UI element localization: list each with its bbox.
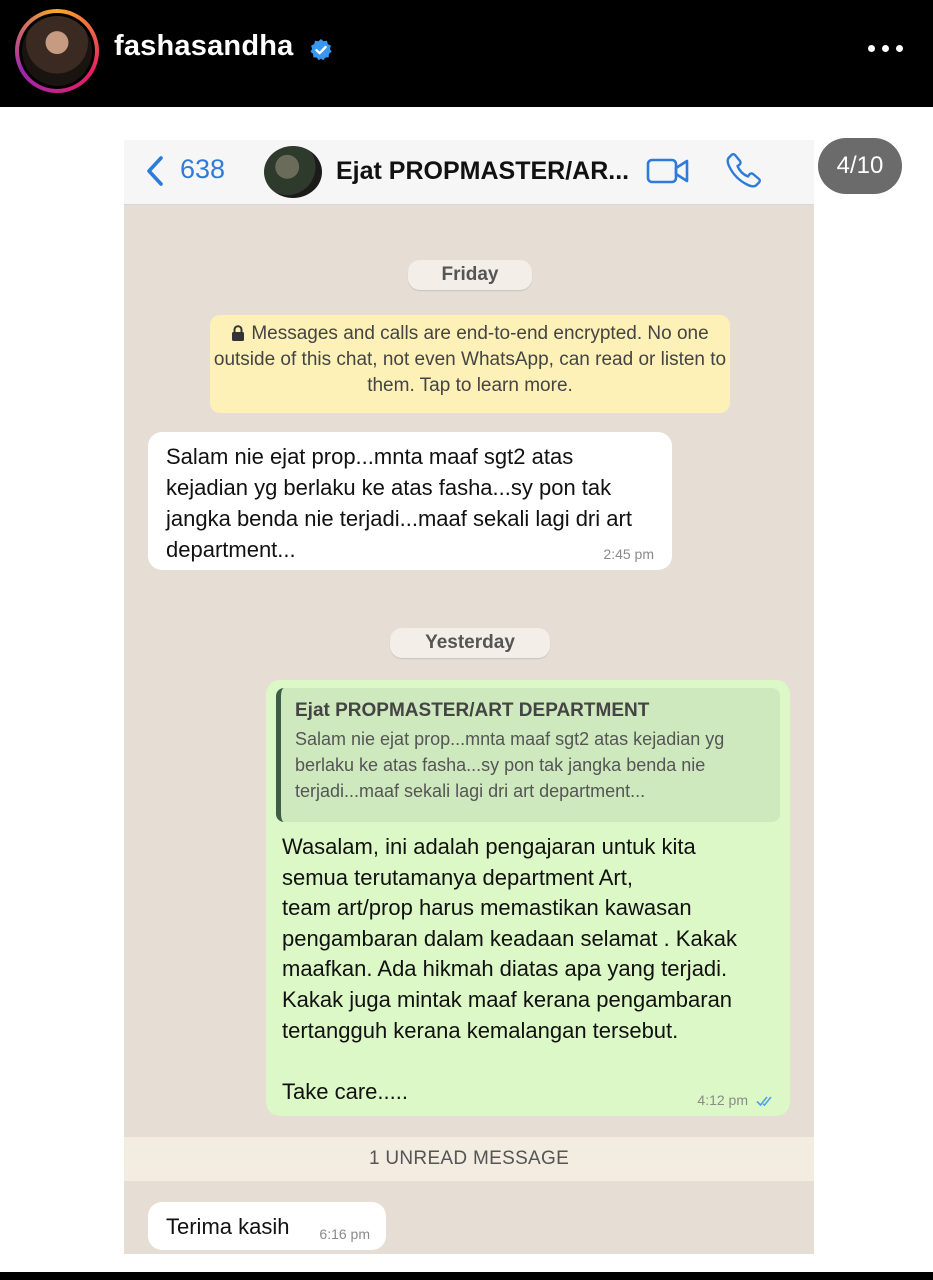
read-receipt-icon: [756, 1095, 776, 1107]
quoted-author: Ejat PROPMASTER/ART DEPARTMENT: [295, 700, 650, 721]
message-text: Terima kasih: [166, 1214, 290, 1239]
quoted-text: Salam nie ejat prop...mnta maaf sgt2 atas kejadian yg berlaku ke atas fasha...sy pon tak jangka benda nie terjadi...maaf sekali lagi dri art department...: [295, 729, 725, 801]
chat-header: [124, 140, 814, 205]
incoming-message[interactable]: [148, 1202, 386, 1250]
date-separator-friday: Friday: [408, 260, 532, 290]
message-time: 6:16 pm: [319, 1226, 370, 1242]
outgoing-message[interactable]: [266, 680, 790, 1116]
incoming-message[interactable]: [148, 432, 672, 570]
carousel-page-counter: 4/10: [818, 138, 902, 194]
chat-screenshot: [124, 140, 814, 1254]
contact-avatar[interactable]: [264, 146, 322, 198]
bottom-edge: [0, 1272, 933, 1280]
date-separator-yesterday: Yesterday: [390, 628, 550, 658]
message-text: Wasalam, ini adalah pengajaran untuk kita semua terutamanya department Art, team art/prop harus memastikan kawasan pengambaran dalam keadaan selamat . Kakak maafkan. Ada hikmah diatas apa yang terjadi. Kakak juga mintak maaf kerana pengambaran tertangguh kerana kemalangan tersebut. Take care.....: [282, 834, 737, 1104]
message-time: 2:45 pm: [603, 546, 654, 562]
encryption-notice-text: Messages and calls are end-to-end encrypted. No one outside of this chat, not even WhatsApp, can read or listen to them. Tap to learn more.: [213, 323, 727, 396]
back-chevron-icon[interactable]: [144, 154, 166, 188]
verified-badge-icon: [309, 38, 333, 62]
profile-avatar[interactable]: [15, 9, 99, 93]
encryption-notice[interactable]: [210, 315, 730, 413]
video-call-icon[interactable]: [646, 156, 690, 186]
contact-name[interactable]: Ejat PROPMASTER/AR...: [336, 157, 630, 185]
instagram-header: [0, 0, 933, 107]
lock-icon: [231, 325, 245, 341]
more-options-icon[interactable]: [866, 38, 906, 58]
message-time: 4:12 pm: [697, 1092, 748, 1108]
unread-messages-divider: 1 UNREAD MESSAGE: [124, 1137, 814, 1181]
message-text: Salam nie ejat prop...mnta maaf sgt2 atas kejadian yg berlaku ke atas fasha...sy pon tak jangka benda nie terjadi...maaf sekali lagi dri art department...: [166, 444, 632, 562]
profile-username[interactable]: fashasandha: [114, 30, 294, 62]
phone-call-icon[interactable]: [726, 152, 762, 188]
quoted-message[interactable]: [276, 688, 780, 822]
back-unread-count[interactable]: 638: [180, 154, 226, 184]
